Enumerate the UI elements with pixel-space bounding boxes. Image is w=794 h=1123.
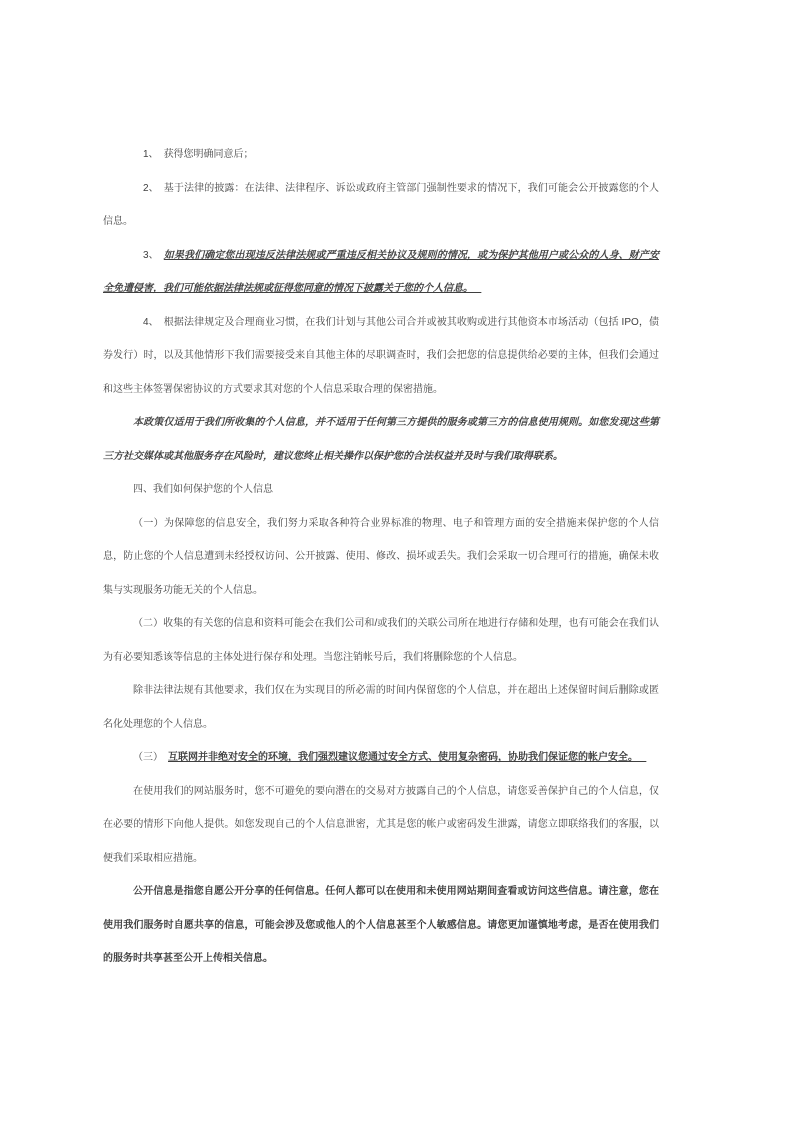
subsection-1-text: （一）为保障您的信息安全，我们努力采取各种符合业界标准的物理、电子和管理方面的安全措施来保护您的个人信息，防止您的个人信息遭到未经授权访问、公开披露、使用、修改、损坏或丢失。我们会采取一切合理可行的措施，确保未收集与实现服务功能无关的个人信息。 xyxy=(103,517,659,596)
retention-paragraph xyxy=(103,674,659,741)
section-heading-4-text: 四、我们如何保护您的个人信息 xyxy=(133,484,273,495)
policy-text-block xyxy=(103,138,659,976)
section-heading-4 xyxy=(103,473,659,507)
clause-2 xyxy=(103,172,659,239)
public-info-emphasized-text: 公开信息是指您自愿公开分享的任何信息。任何人都可以在使用和未使用网站期间查看或访问这些信息。请注意，您在使用我们服务时自愿共享的信息，可能会涉及您或他人的个人信息甚至个人敏感信息。请您更加谨慎地考虑，是否在使用我们的服务时共享甚至公开上传相关信息。 xyxy=(103,886,659,964)
policy-scope-paragraph xyxy=(103,406,659,473)
clause-1-text: 获得您明确同意后； xyxy=(163,149,254,160)
public-info-paragraph xyxy=(103,875,659,976)
subsection-3-paragraph xyxy=(103,741,659,775)
clause-3-number: 3、 xyxy=(143,249,159,261)
subsection-1-paragraph xyxy=(103,507,659,608)
website-service-text: 在使用我们的网站服务时，您不可避免的要向潜在的交易对方披露自己的个人信息，请您妥善保护自己的个人信息，仅在必要的情形下向他人提供。如您发现自己的个人信息泄密，尤其是您的帐户或密码发生泄露，请您立即联络我们的客服，以便我们采取相应措施。 xyxy=(103,785,659,864)
subsection-3-emphasized-text: 互联网并非绝对安全的环境，我们强烈建议您通过安全方式、使用复杂密码，协助我们保证您的帐户安全。 xyxy=(168,752,638,763)
clause-2-number: 2、 xyxy=(143,182,159,194)
subsection-2-paragraph xyxy=(103,607,659,674)
clause-4-text: 根据法律规定及合理商业习惯，在我们计划与其他公司合并或被其收购或进行其他资本市场活动（包括 IPO，债券发行）时，以及其他情形下我们需要接受来自其他主体的尽职调查时，我们会把您的信息提供给必要的主体，但我们会通过和这些主体签署保密协议的方式要求其对您的个人信息采取合理的保密措施。 xyxy=(103,316,659,395)
website-service-paragraph xyxy=(103,775,659,876)
subsection-3-number: （三） xyxy=(133,752,163,763)
clause-2-text: 基于法律的披露：在法律、法律程序、诉讼或政府主管部门强制性要求的情况下，我们可能会公开披露您的个人信息。 xyxy=(103,182,660,227)
policy-scope-emphasized-text: 本政策仅适用于我们所收集的个人信息，并不适用于任何第三方提供的服务或第三方的信息使用规则。如您发现这些第三方社交媒体或其他服务存在风险时，建议您终止相关操作以保护您的合法权益并及时与我们取得联系。 xyxy=(103,417,659,462)
clause-4-number: 4、 xyxy=(143,316,159,328)
clause-3-emphasized-text: 如果我们确定您出现违反法律法规或严重违反相关协议及规则的情况，或为保护其他用户或公众的人身、财产安全免遭侵害，我们可能依据法律法规或征得您同意的情况下披露关于您的个人信息。 xyxy=(103,249,660,294)
clause-1 xyxy=(103,138,659,172)
retention-text: 除非法律法规有其他要求，我们仅在为实现目的所必需的时间内保留您的个人信息，并在超出上述保留时间后删除或匿名化处理您的个人信息。 xyxy=(103,685,659,730)
clause-4 xyxy=(103,306,659,407)
clause-1-number: 1、 xyxy=(143,149,159,160)
clause-3 xyxy=(103,239,659,306)
subsection-2-text: （二）收集的有关您的信息和资料可能会在我们公司和/或我们的关联公司所在地进行存储和处理，也有可能会在我们认为有必要知悉该等信息的主体处进行保存和处理。当您注销帐号后，我们将删除您的个人信息。 xyxy=(103,618,659,663)
